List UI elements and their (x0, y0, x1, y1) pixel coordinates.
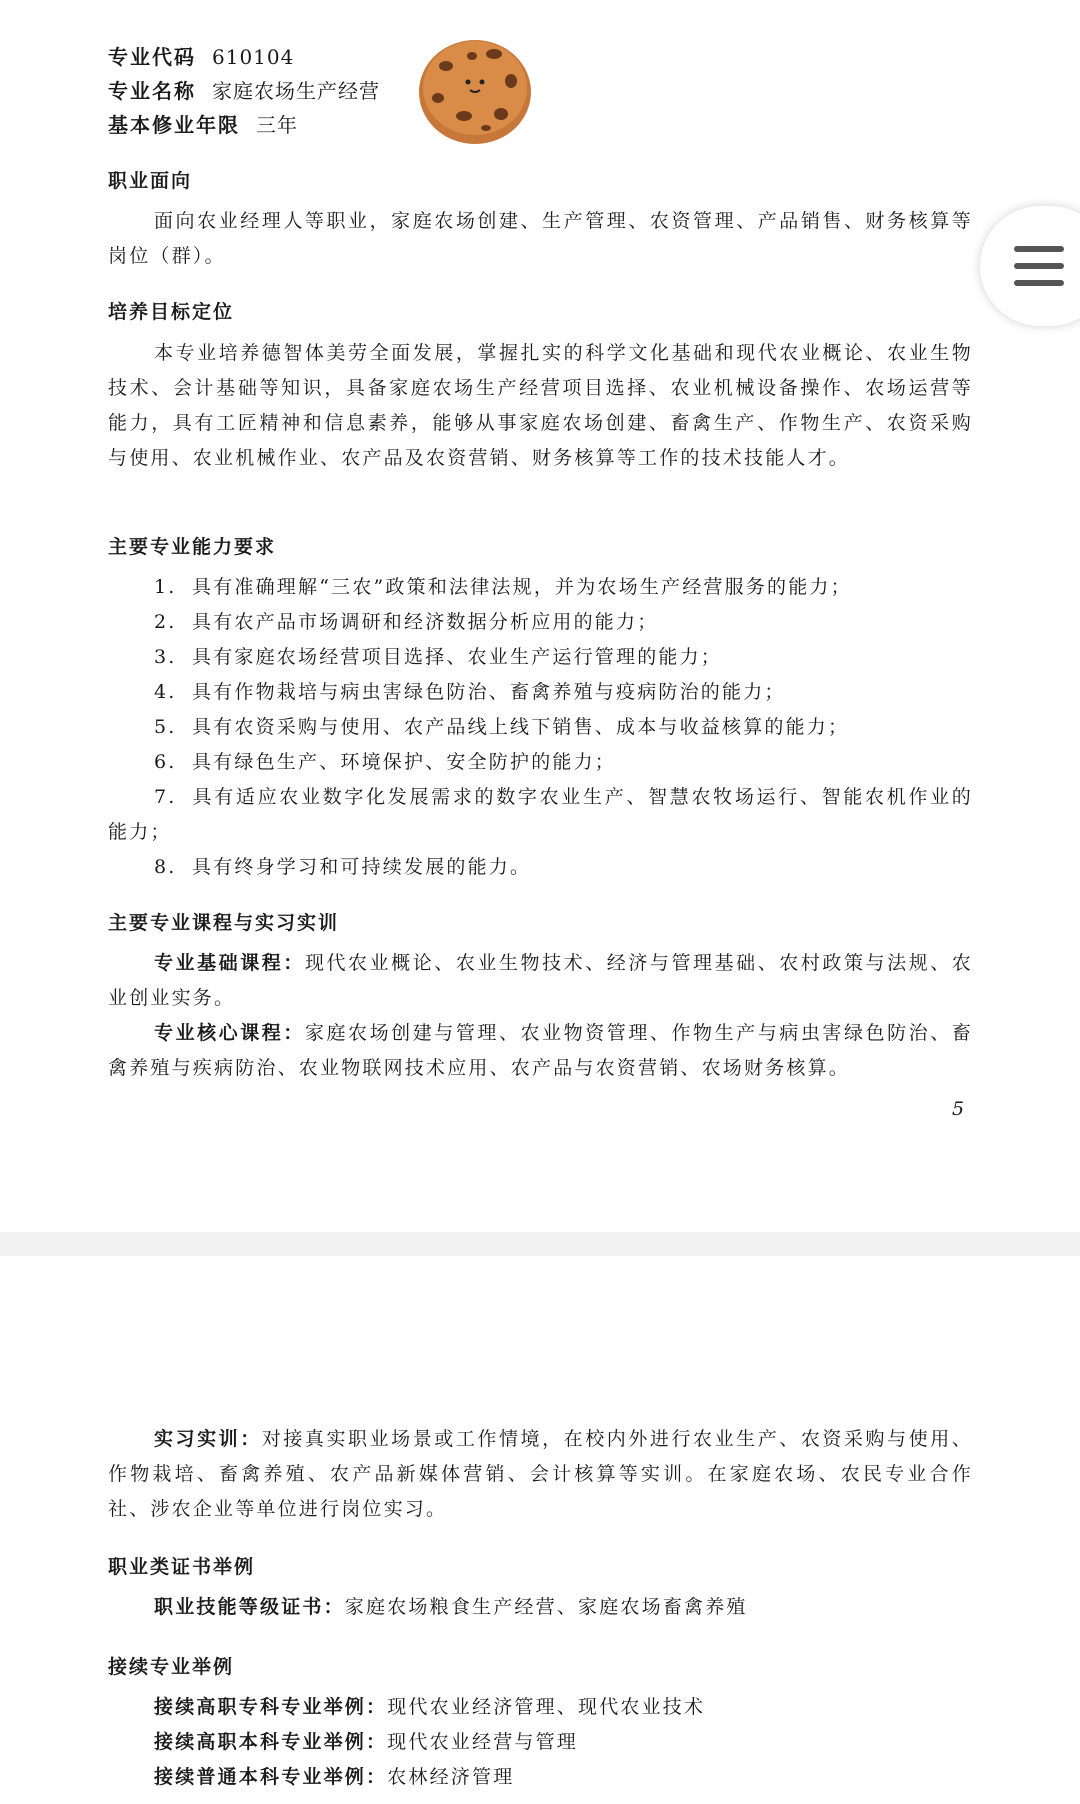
ability-item-8 (108, 850, 973, 885)
certs-label: 职业技能等级证书： (154, 1596, 345, 1618)
further-label: 接续高职本科专业举例： (154, 1731, 388, 1753)
core-courses-label: 专业核心课程： (154, 1022, 305, 1044)
hamburger-menu-icon (1014, 246, 1064, 252)
basic-courses-text: 现代农业概论、农业生物技术、经济与管理基础、农村政策与法规、农业创业实务。 (108, 952, 973, 1009)
further-label: 接续普通本科专业举例： (154, 1766, 388, 1788)
ability-item-6 (108, 745, 973, 780)
major-name-value: 家庭农场生产经营 (212, 79, 380, 103)
ability-item-7 (108, 780, 973, 850)
ability-num: 2. (154, 611, 177, 633)
core-courses (108, 1016, 973, 1086)
study-years-value: 三年 (256, 113, 298, 137)
page-separator (0, 1232, 1080, 1256)
abilities-heading: 主要专业能力要求 (108, 536, 277, 558)
basic-courses-label: 专业基础课程： (154, 952, 305, 974)
ability-text: 具有作物栽培与病虫害绿色防治、畜禽养殖与疫病防治的能力； (192, 681, 786, 703)
major-code-row (108, 40, 973, 74)
further-text: 现代农业经济管理、现代农业技术 (387, 1696, 706, 1718)
ability-num: 1. (154, 576, 177, 598)
ability-num: 6. (154, 751, 177, 773)
ability-num: 7. (154, 786, 177, 808)
study-years-row (108, 108, 973, 142)
ability-text: 具有家庭农场经营项目选择、农业生产运行管理的能力； (192, 646, 723, 668)
study-years-label: 基本修业年限 (108, 113, 240, 137)
courses-heading: 主要专业课程与实习实训 (108, 912, 340, 934)
document-page-2 (0, 1256, 1080, 1804)
further-label: 接续高职专科专业举例： (154, 1696, 388, 1718)
ability-num: 4. (154, 681, 177, 703)
career-heading: 职业面向 (108, 170, 193, 192)
ability-text: 具有准确理解“三农”政策和法律法规，并为农场生产经营服务的能力； (192, 576, 852, 598)
cookie-sticker-icon (416, 36, 534, 146)
major-name-row (108, 74, 973, 108)
certs-heading: 职业类证书举例 (108, 1556, 256, 1578)
major-name-label: 专业名称 (108, 79, 196, 103)
ability-item-1 (108, 570, 973, 605)
certs-text: 家庭农场粮食生产经营、家庭农场畜禽养殖 (344, 1596, 748, 1618)
further-item-1 (108, 1690, 973, 1725)
major-meta (108, 40, 973, 142)
ability-item-2 (108, 605, 973, 640)
ability-num: 8. (154, 856, 177, 878)
practice-text: 对接真实职业场景或工作情境，在校内外进行农业生产、农资采购与使用、作物栽培、畜禽养殖、农产品新媒体营销、会计核算等实训。在家庭农场、农民专业合作社、涉农企业等单位进行岗位实习。 (108, 1428, 973, 1520)
ability-num: 5. (154, 716, 177, 738)
further-item-2 (108, 1725, 973, 1760)
career-text: 面向农业经理人等职业，家庭农场创建、生产管理、农资管理、产品销售、财务核算等岗位（群）。 (108, 210, 973, 267)
ability-item-3 (108, 640, 973, 675)
goal-heading: 培养目标定位 (108, 301, 235, 323)
hamburger-menu-icon-bar (1014, 280, 1064, 286)
ability-item-5 (108, 710, 973, 745)
further-text: 农林经济管理 (387, 1766, 515, 1788)
hamburger-menu-icon-bar (1014, 263, 1064, 269)
ability-text: 具有农资采购与使用、农产品线上线下销售、成本与收益核算的能力； (192, 716, 850, 738)
further-item-3 (108, 1760, 973, 1795)
ability-text: 具有终身学习和可持续发展的能力。 (192, 856, 532, 878)
ability-item-4 (108, 675, 973, 710)
major-code-value: 610104 (212, 45, 295, 69)
ability-text: 具有绿色生产、环境保护、安全防护的能力； (192, 751, 617, 773)
page-number: 5 (952, 1098, 965, 1120)
floating-menu-button[interactable] (980, 206, 1080, 326)
practice-label: 实习实训： (154, 1428, 262, 1450)
ability-text: 具有农产品市场调研和经济数据分析应用的能力； (192, 611, 659, 633)
ability-text: 具有适应农业数字化发展需求的数字农业生产、智慧农牧场运行、智能农机作业的能力； (108, 786, 973, 843)
core-courses-text: 家庭农场创建与管理、农业物资管理、作物生产与病虫害绿色防治、畜禽养殖与疾病防治、农业物联网技术应用、农产品与农资营销、农场财务核算。 (108, 1022, 973, 1079)
ability-num: 3. (154, 646, 177, 668)
major-code-label: 专业代码 (108, 45, 196, 69)
further-heading: 接续专业举例 (108, 1656, 235, 1678)
further-text: 现代农业经营与管理 (387, 1731, 579, 1753)
goal-text: 本专业培养德智体美劳全面发展，掌握扎实的科学文化基础和现代农业概论、农业生物技术、会计基础等知识，具备家庭农场生产经营项目选择、农业机械设备操作、农场运营等能力，具有工匠精神和信息素养，能够从事家庭农场创建、畜禽生产、作物生产、农资采购与使用、农业机械作业、农产品及农资营销、财务核算等工作的技术技能人才。 (108, 342, 973, 469)
basic-courses (108, 946, 973, 1016)
practice-training (108, 1422, 973, 1527)
certs-line (108, 1590, 973, 1625)
